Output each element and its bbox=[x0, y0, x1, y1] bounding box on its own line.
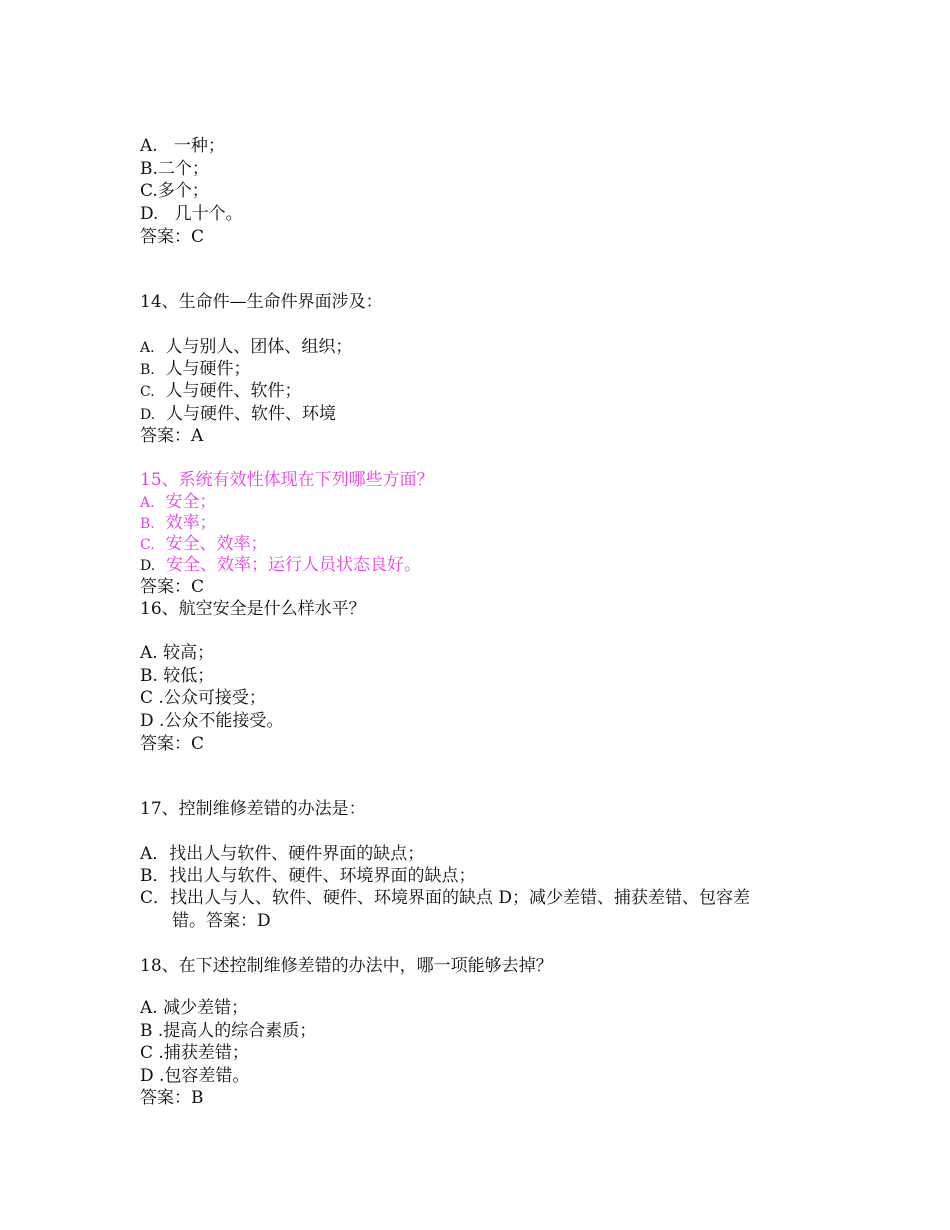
q15-option-a-letter: A. bbox=[140, 495, 155, 511]
q16-answer: 答案：C bbox=[140, 734, 205, 754]
q15-question: 15、系统有效性体现在下列哪些方面？ bbox=[140, 470, 434, 490]
q14-option-b-letter: B. bbox=[140, 362, 155, 378]
q15-option-b bbox=[140, 512, 217, 534]
q14-option-c bbox=[140, 380, 301, 402]
q14-option-c-letter: C. bbox=[140, 384, 155, 400]
q18-option-b: B .提高人的综合素质； bbox=[140, 1021, 317, 1041]
q16-option-b: B. 较低； bbox=[140, 666, 215, 686]
q15-option-d-text: 安全、效率；运行人员状态良好。 bbox=[166, 555, 421, 575]
q15-option-a bbox=[140, 491, 216, 513]
q18-question: 18、在下述控制维修差错的办法中，哪一项能够去掉？ bbox=[140, 956, 553, 976]
q15-option-d bbox=[140, 554, 421, 576]
q14-option-a bbox=[140, 336, 352, 358]
q15-option-c-text: 安全、效率； bbox=[165, 534, 268, 554]
q14-option-b bbox=[140, 358, 251, 380]
q13-option-a: A. 一种； bbox=[140, 136, 225, 156]
q13-answer: 答案：C bbox=[140, 227, 205, 247]
q18-answer: 答案：B bbox=[140, 1088, 204, 1108]
q17-option-b: B．找出人与软件、硬件、环境界面的缺点； bbox=[140, 866, 476, 886]
q17-question: 17、控制维修差错的办法是： bbox=[140, 799, 366, 819]
q16-option-c: C .公众可接受； bbox=[140, 688, 266, 708]
q14-answer: 答案：A bbox=[140, 426, 204, 446]
q14-option-a-letter: A. bbox=[140, 340, 155, 356]
q16-question: 16、航空安全是什么样水平？ bbox=[140, 599, 366, 619]
q18-option-c: C .捕获差错； bbox=[140, 1043, 249, 1063]
q14-option-c-text: 人与硬件、软件； bbox=[165, 381, 302, 401]
q14-option-a-text: 人与别人、团体、组织； bbox=[165, 337, 353, 357]
q14-option-d bbox=[140, 403, 336, 425]
q14-option-b-text: 人与硬件； bbox=[165, 359, 251, 379]
q18-option-a: A. 减少差错； bbox=[140, 998, 249, 1018]
q18-option-d: D .包容差错。 bbox=[140, 1066, 250, 1086]
q15-option-c bbox=[140, 533, 267, 555]
q13-option-c: C.多个； bbox=[140, 181, 209, 201]
q17-answer: 错。答案：D bbox=[172, 911, 271, 931]
q15-option-b-letter: B. bbox=[140, 516, 155, 532]
q15-option-c-letter: C. bbox=[140, 537, 155, 553]
q16-option-d: D .公众不能接受。 bbox=[140, 711, 284, 731]
q15-option-d-letter: D. bbox=[140, 558, 156, 574]
q15-answer: 答案：C bbox=[140, 577, 205, 597]
q17-option-a: A．找出人与软件、硬件界面的缺点； bbox=[140, 844, 425, 864]
q15-option-a-text: 安全； bbox=[165, 492, 217, 512]
q13-option-d: D. 几十个。 bbox=[140, 204, 243, 224]
q13-option-b: B.二个； bbox=[140, 159, 209, 179]
q14-option-d-text: 人与硬件、软件、环境 bbox=[166, 404, 336, 424]
q14-question: 14、生命件—生命件界面涉及： bbox=[140, 292, 383, 312]
q14-option-d-letter: D. bbox=[140, 407, 156, 423]
q16-option-a: A. 较高； bbox=[140, 643, 215, 663]
q15-option-b-text: 效率； bbox=[165, 513, 217, 533]
q17-option-c: C．找出人与人、软件、硬件、环境界面的缺点 D；减少差错、捕获差错、包容差 bbox=[140, 888, 751, 908]
